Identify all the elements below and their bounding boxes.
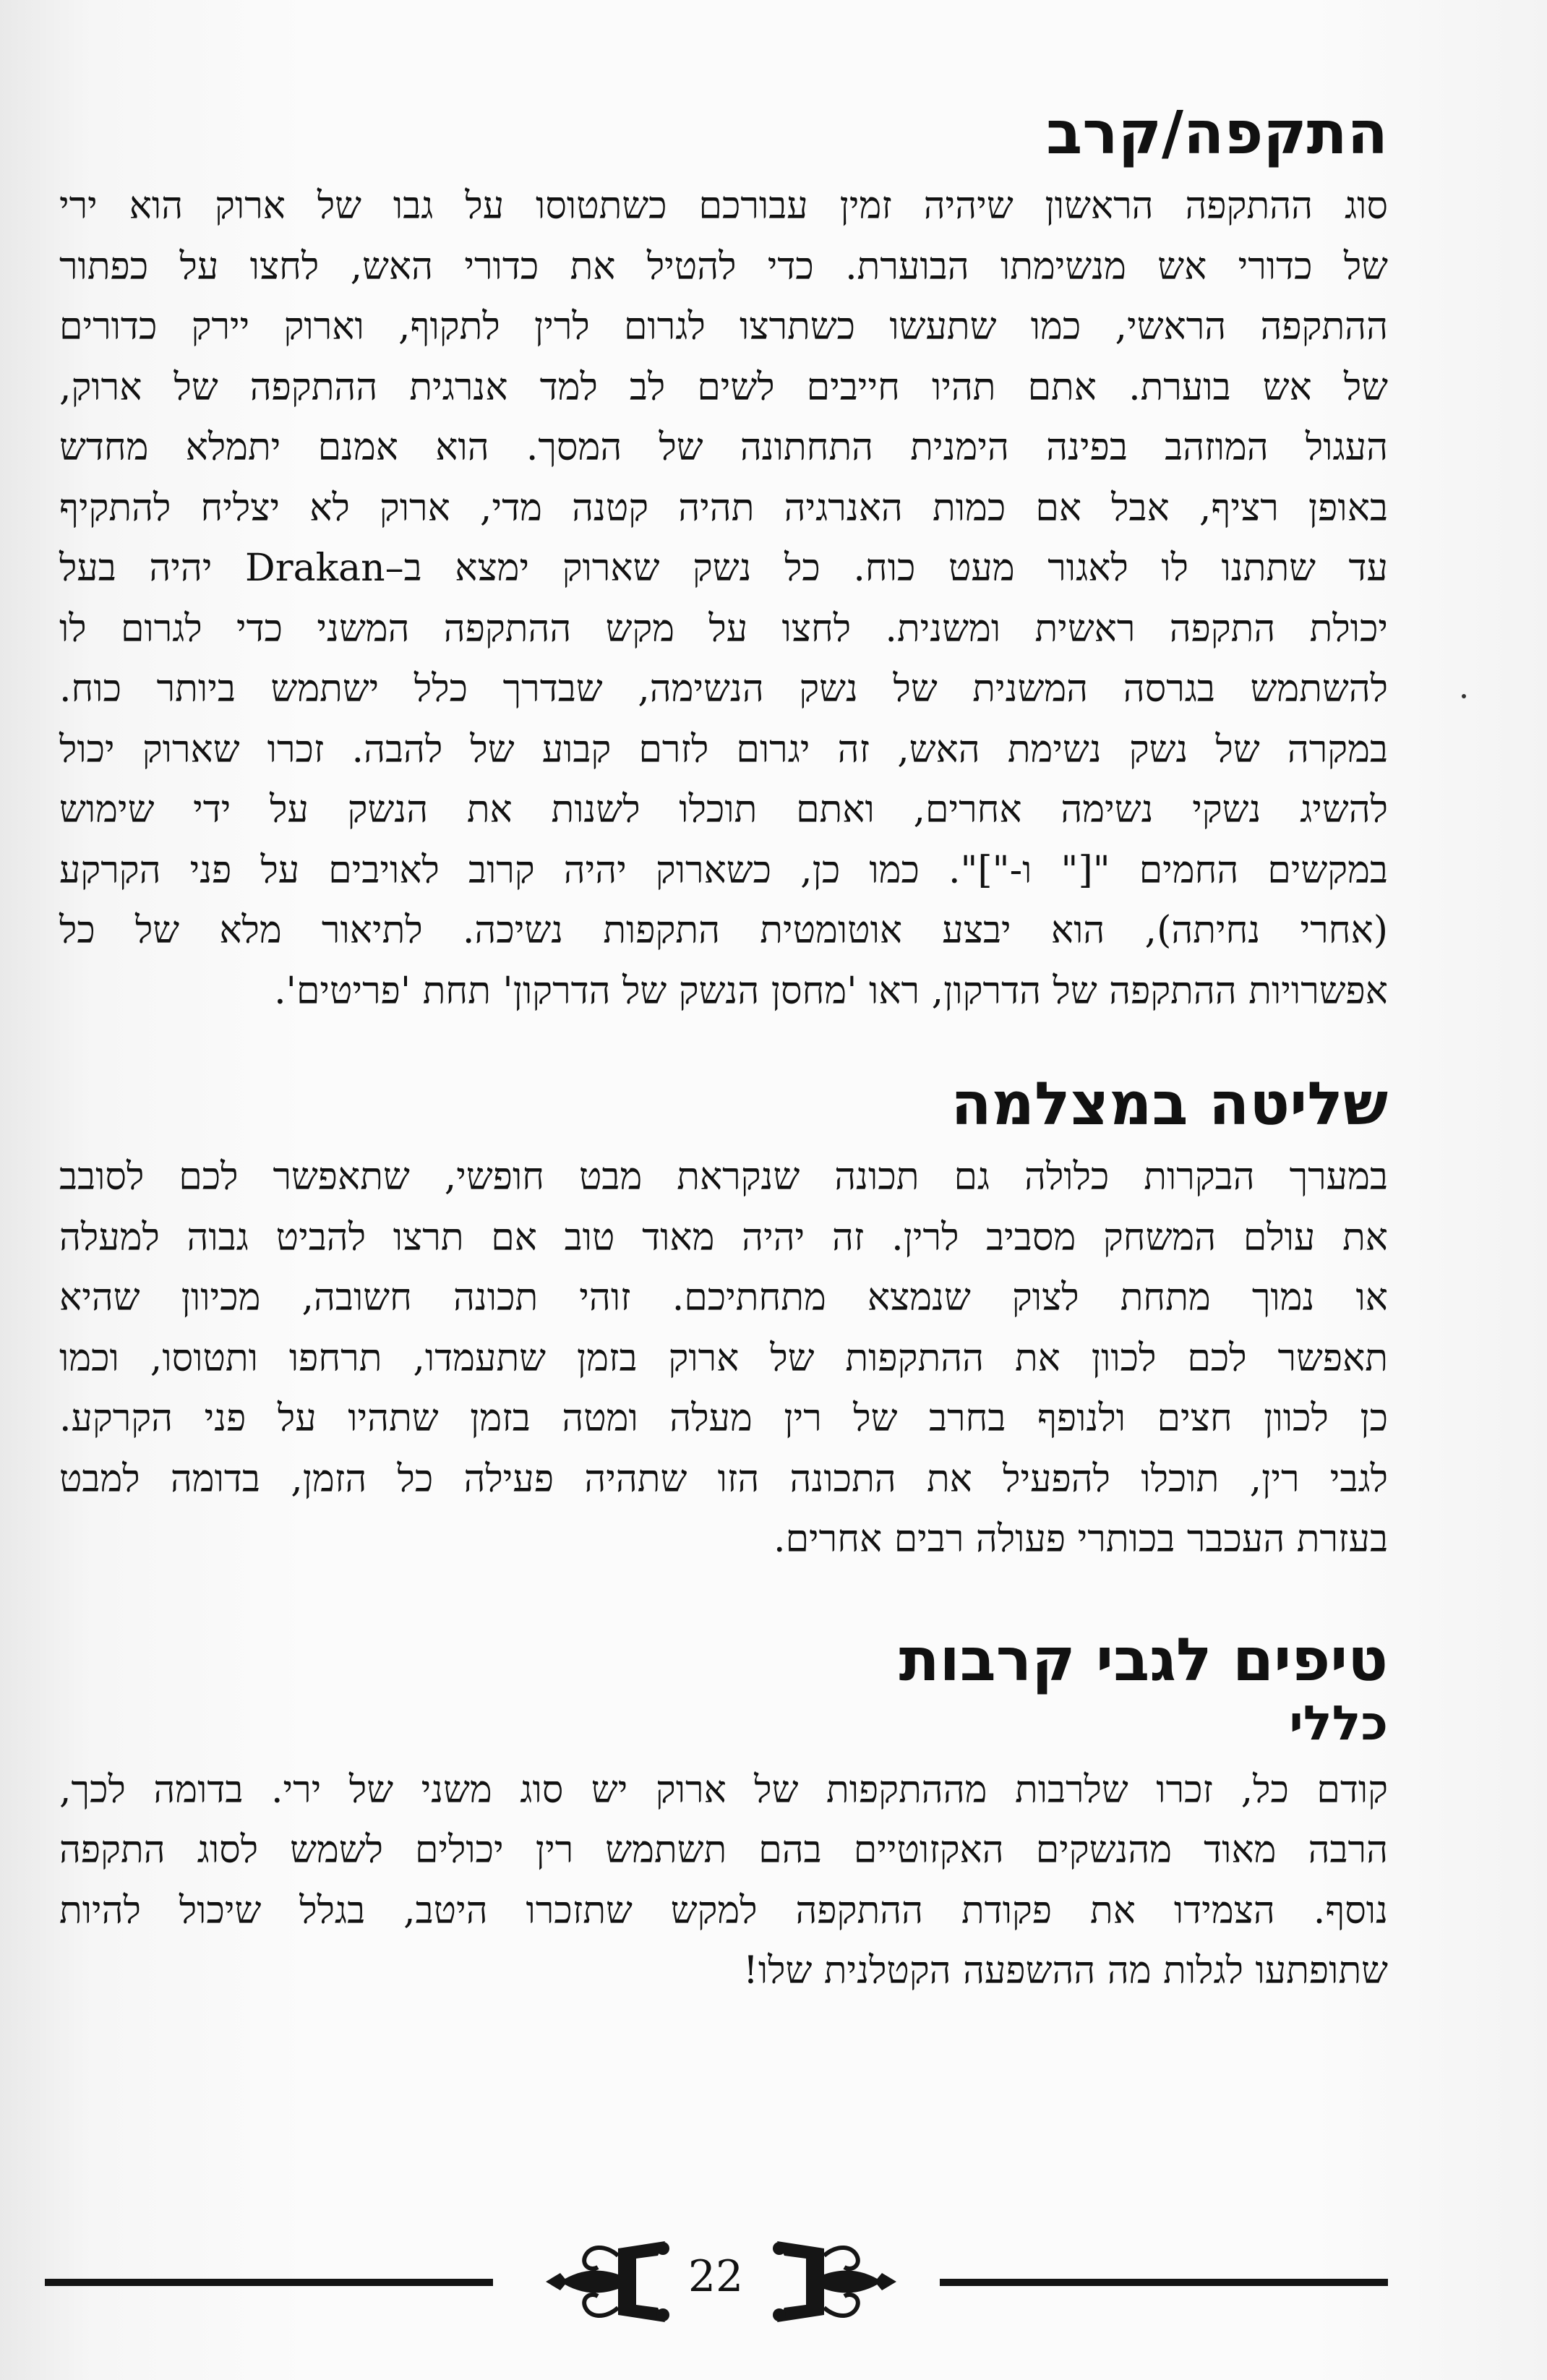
heading-attack-combat: התקפה/קרב — [1046, 99, 1388, 168]
text-line: אפשרויות ההתקפה של הדרקון, ראו 'מחסן הנשק של הדרקון' תחת 'פריטים'. — [274, 969, 1388, 1013]
scroll-flourish-icon — [539, 2227, 683, 2335]
scroll-flourish-icon — [759, 2227, 904, 2335]
text-line: של כדורי אש מנשימתו הבוערת. כדי להטיל את כדורי האש, לחצו על כפתור — [59, 244, 1388, 288]
text-line: יכולת התקפה ראשית ומשנית. לחצו על מקש ההתקפה המשני כדי לגרום לו — [59, 607, 1388, 651]
text-line: ההתקפה הראשי, כמו שתעשו כשתרצו לגרום לרין לתקוף, וארוק יירק כדורים — [59, 305, 1388, 349]
footer-rule-left — [45, 2279, 493, 2286]
text-line: באופן רציף, אבל אם כמות האנרגיה תהיה קטנה מדי, ארוק לא יצליח להתקיף — [59, 486, 1388, 530]
text-line: במקשים החמים "[" ו-"]". כמו כן, כשארוק יהיה קרוב לאויבים על פני הקרקע — [59, 848, 1388, 892]
text-line: להשתמש בגרסה המשנית של נשק הנשימה, שבדרך כלל ישתמש ביותר כוח. — [59, 667, 1388, 711]
text-line: סוג ההתקפה הראשון שיהיה זמין עבורכם כשתטוסו על גבו של ארוק הוא ירי — [59, 184, 1388, 228]
text-line: (אחרי נחיתה), הוא יבצע אוטומטית התקפות נשיכה. לתיאור מלא של כל — [59, 909, 1388, 953]
text-line: נוסף. הצמידו את פקודת ההתקפה למקש שתזכרו היטב, בגלל שיכול להיות — [59, 1888, 1388, 1932]
ink-speck — [1462, 694, 1466, 698]
text-line: כן לכוון חצים ולנופף בחרב של רין מעלה ומטה בזמן שתהיו על פני הקרקע. — [59, 1397, 1388, 1441]
text-line: עד שתתנו לו לאגור מעט כוח. כל נשק שארוק ימצא ב–Drakan יהיה בעל — [59, 547, 1388, 591]
text-line: להשיג נשקי נשימה אחרים, ואתם תוכלו לשנות את הנשק על ידי שימוש — [59, 788, 1388, 832]
heading-camera-control: שליטה במצלמה — [951, 1070, 1388, 1139]
text-line: שתופתעו לגלות מה ההשפעה הקטלנית שלו! — [742, 1949, 1388, 1993]
text-line: קודם כל, זכרו שלרבות מההתקפות של ארוק יש סוג משני של ירי. בדומה לכך, — [59, 1768, 1388, 1812]
text-line: בעזרת העכבר בכותרי פעולה רבים אחרים. — [774, 1518, 1388, 1562]
subheading-general: כללי — [1289, 1695, 1388, 1752]
text-line: העגול המוזהב בפינה הימנית התחתונה של המסך. הוא אמנם יתמלא מחדש — [59, 426, 1388, 470]
text-line: הרבה מאוד מהנשקים האקזוטיים בהם תשתמש רין יכולים לשמש לסוג התקפה — [59, 1828, 1388, 1872]
text-line: במקרה של נשק נשימת האש, זה יגרום לזרם קבוע של להבה. זכרו שארוק יכול — [59, 727, 1388, 771]
page-footer-ornament — [0, 2227, 1547, 2335]
text-line: או נמוך מתחת לצוק שנמצא מתחתיכם. זוהי תכונה חשובה, מכיוון שהיא — [59, 1276, 1388, 1320]
text-line: לגבי רין, תוכלו להפעיל את התכונה הזו שתהיה פעילה כל הזמן, בדומה למבט — [59, 1457, 1388, 1501]
page-number: 22 — [687, 2251, 744, 2302]
page-content — [59, 101, 1388, 2002]
heading-combat-tips: טיפים לגבי קרבות — [899, 1625, 1388, 1695]
text-line: תאפשר לכם לכוון את ההתקפות של ארוק בזמן שתעמדו, תרחפו ותטוסו, וכמו — [59, 1336, 1388, 1380]
paragraph-camera — [59, 1147, 1388, 1570]
paragraph-general — [59, 1760, 1388, 2002]
text-line: של אש בוערת. אתם תהיו חייבים לשים לב למד אנרגית ההתקפה של ארוק, — [59, 365, 1388, 409]
text-line: את עולם המשחק מסביב לרין. זה יהיה מאוד טוב אם תרצו להביט גבוה למעלה — [59, 1215, 1388, 1259]
paragraph-attack — [59, 176, 1388, 1022]
footer-rule-right — [940, 2279, 1388, 2286]
text-line: במערך הבקרות כלולה גם תכונה שנקראת מבט חופשי, שתאפשר לכם לסובב — [59, 1155, 1388, 1199]
